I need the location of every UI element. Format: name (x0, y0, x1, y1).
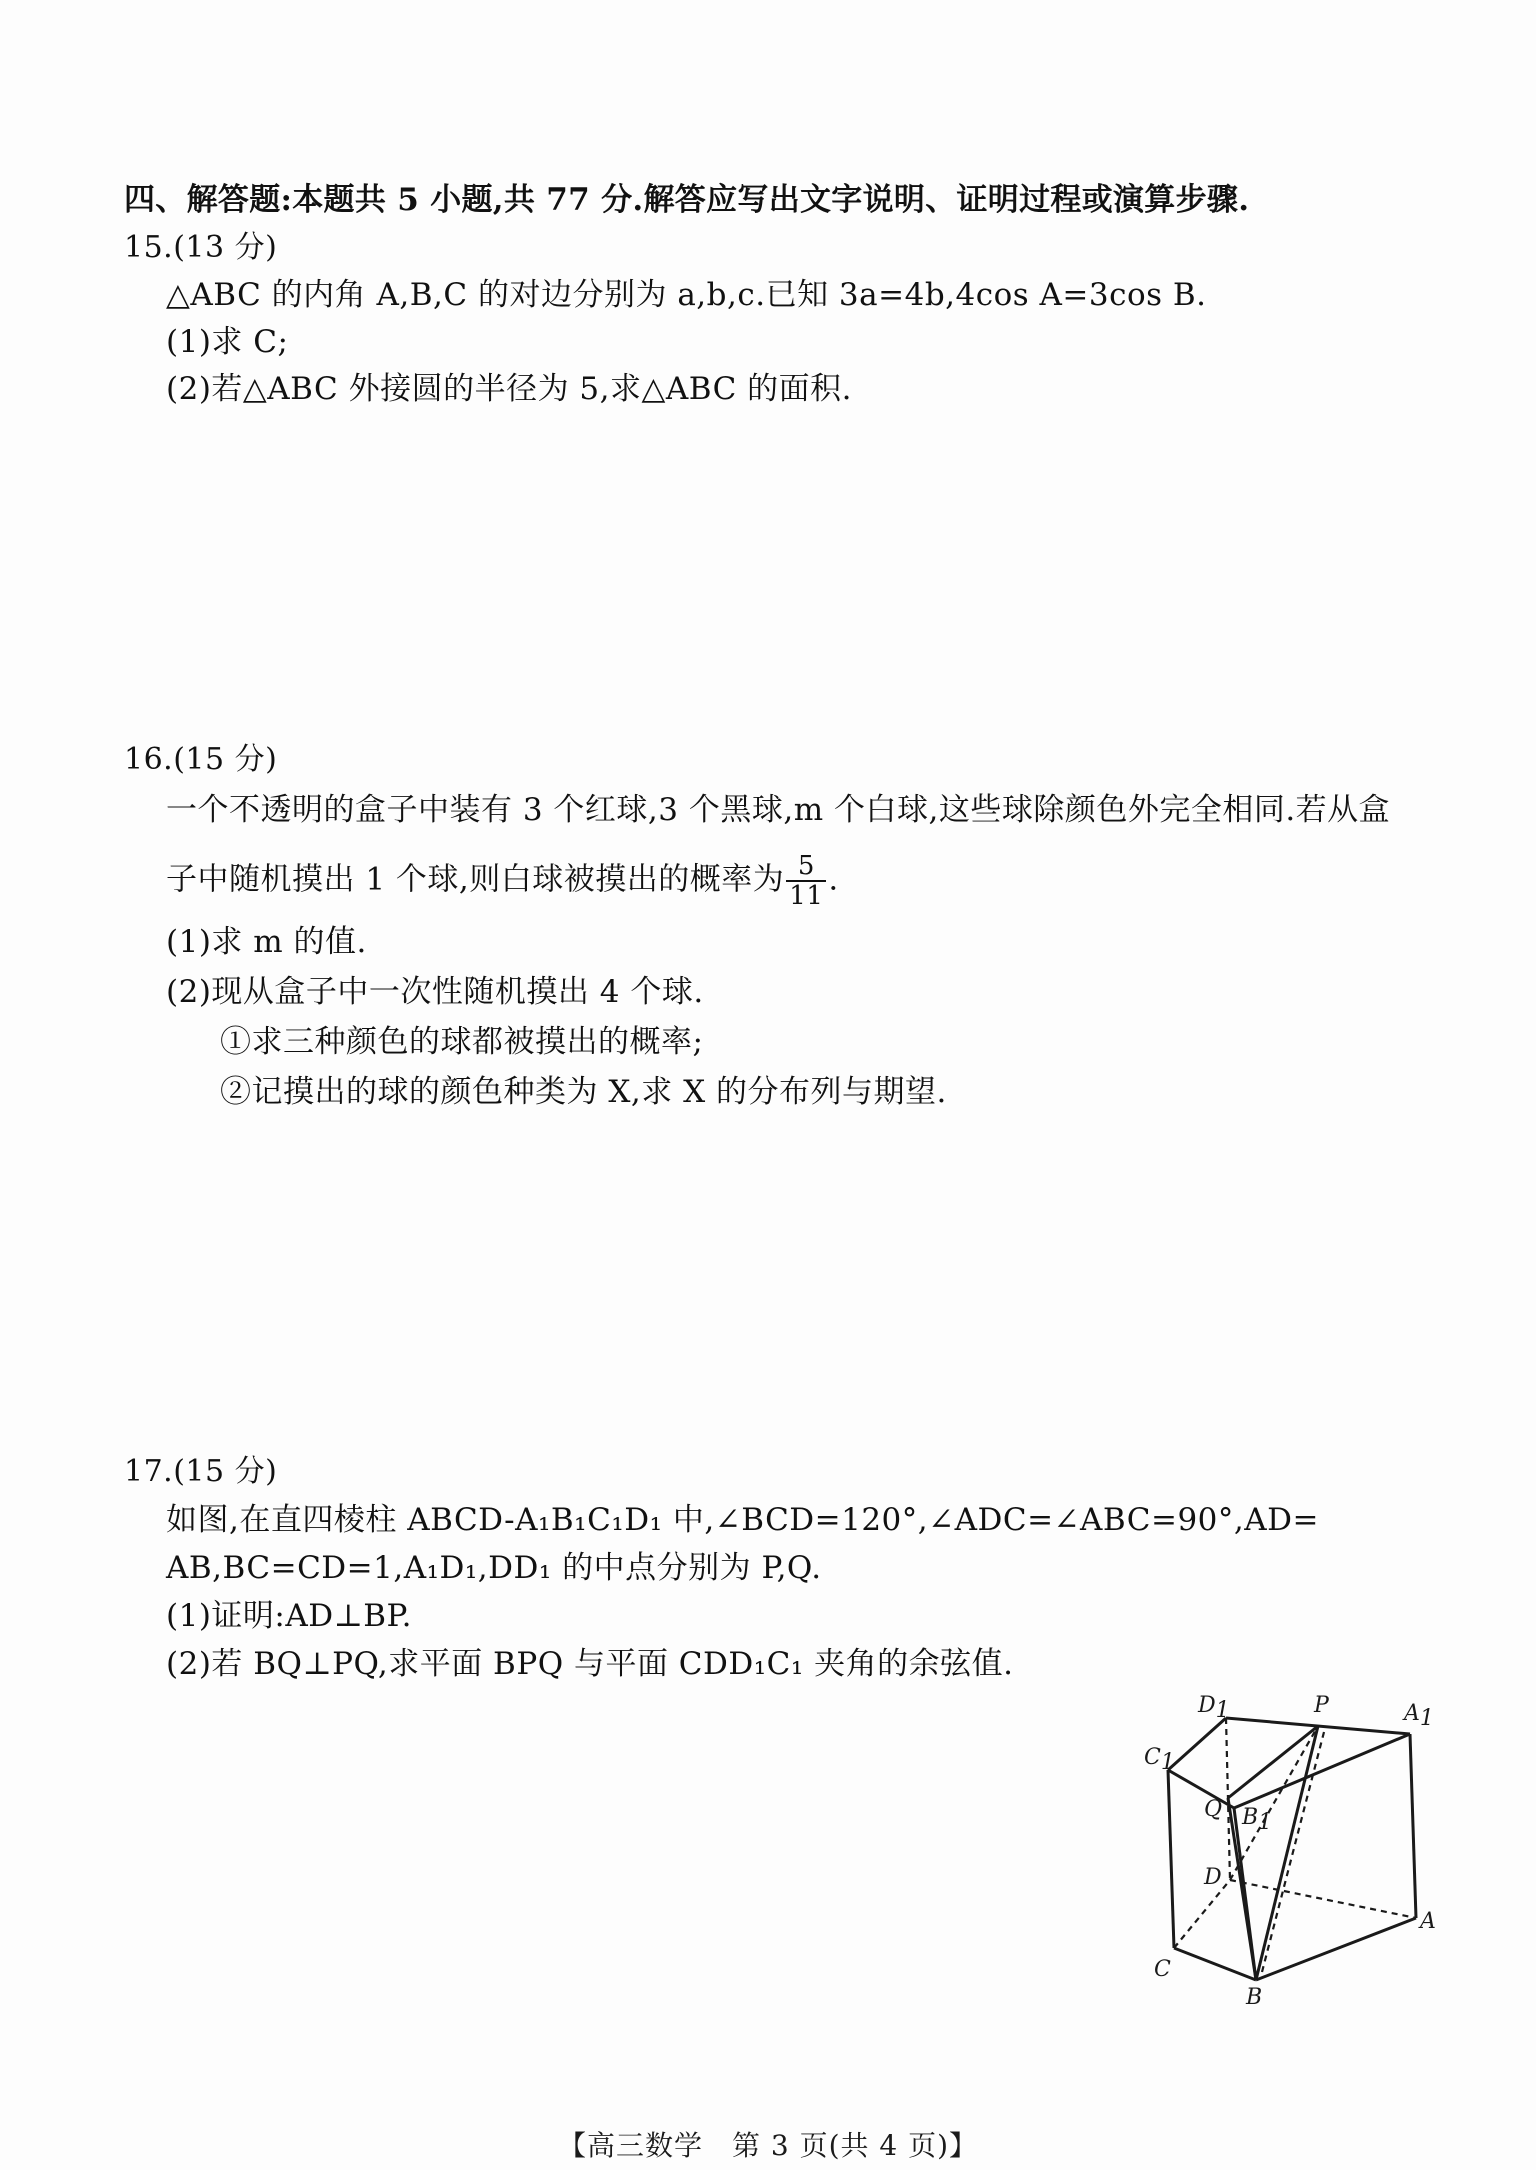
label-a1: A1 (1404, 1701, 1434, 1731)
segment-b-p-hidden (1262, 1732, 1324, 1972)
edge-a-a1 (1410, 1734, 1416, 1918)
q15-stem: △ABC 的内角 A,B,C 的对边分别为 a,b,c.已知 3a=4b,4cos A=3cos B. (166, 277, 1207, 313)
edge-c1-d1 (1168, 1718, 1226, 1770)
label-p: P (1314, 1693, 1329, 1718)
fraction-numerator: 5 (786, 852, 826, 882)
q16-part2: (2)现从盒子中一次性随机摸出 4 个球. (166, 974, 704, 1010)
probability-fraction (786, 852, 826, 910)
q16-stem-line2-text: 子中随机摸出 1 个球,则白球被摸出的概率为 (166, 861, 785, 898)
edge-c-b (1174, 1948, 1256, 1980)
label-d: D (1204, 1865, 1222, 1890)
fraction-denominator: 11 (789, 881, 824, 911)
label-d1: D1 (1198, 1693, 1230, 1723)
q16-number: 16.(15 分) (124, 742, 278, 777)
prism-figure (1138, 1690, 1438, 2010)
q16-part2-i: ①求三种颜色的球都被摸出的概率; (220, 1024, 704, 1060)
page-footer: 【高三数学 第 3 页(共 4 页)】 (557, 2129, 979, 2162)
edge-b-a (1256, 1918, 1416, 1980)
section-heading: 四、解答题:本题共 5 小题,共 77 分.解答应写出文字说明、证明过程或演算步骤. (124, 182, 1250, 218)
label-b1: B1 (1242, 1805, 1273, 1835)
edge-b1-c1 (1168, 1770, 1234, 1808)
q16-stem-line1: 一个不透明的盒子中装有 3 个红球,3 个黑球,m 个白球,这些球除颜色外完全相同.若从盒 (166, 792, 1391, 828)
q15-number: 15.(13 分) (124, 230, 278, 265)
label-c: C (1154, 1957, 1171, 1982)
edge-c-d (1174, 1880, 1230, 1948)
label-a: A (1420, 1909, 1436, 1934)
q17-stem-line2: AB,BC=CD=1,A₁D₁,DD₁ 的中点分别为 P,Q. (166, 1550, 822, 1586)
q17-stem-line1: 如图,在直四棱柱 ABCD-A₁B₁C₁D₁ 中,∠BCD=120°,∠ADC=∠ABC=90°,AD= (166, 1502, 1319, 1538)
q16-part2-ii: ②记摸出的球的颜色种类为 X,求 X 的分布列与期望. (220, 1074, 947, 1110)
edge-c-c1 (1168, 1770, 1174, 1948)
edge-d-a (1230, 1880, 1416, 1918)
q16-stem-line2 (166, 852, 839, 910)
q15-part1: (1)求 C; (166, 324, 289, 360)
q17-part1: (1)证明:AD⊥BP. (166, 1598, 412, 1634)
q17-number: 17.(15 分) (124, 1454, 278, 1489)
q16-part1: (1)求 m 的值. (166, 924, 367, 960)
segment-b-p (1256, 1726, 1318, 1980)
label-b: B (1246, 1985, 1263, 2010)
label-c1: C1 (1144, 1745, 1175, 1775)
label-q: Q (1204, 1797, 1223, 1822)
q17-part2: (2)若 BQ⊥PQ,求平面 BPQ 与平面 CDD₁C₁ 夹角的余弦值. (166, 1646, 1014, 1682)
q16-stem-line2-end: . (828, 861, 839, 898)
q15-part2: (2)若△ABC 外接圆的半径为 5,求△ABC 的面积. (166, 371, 853, 407)
